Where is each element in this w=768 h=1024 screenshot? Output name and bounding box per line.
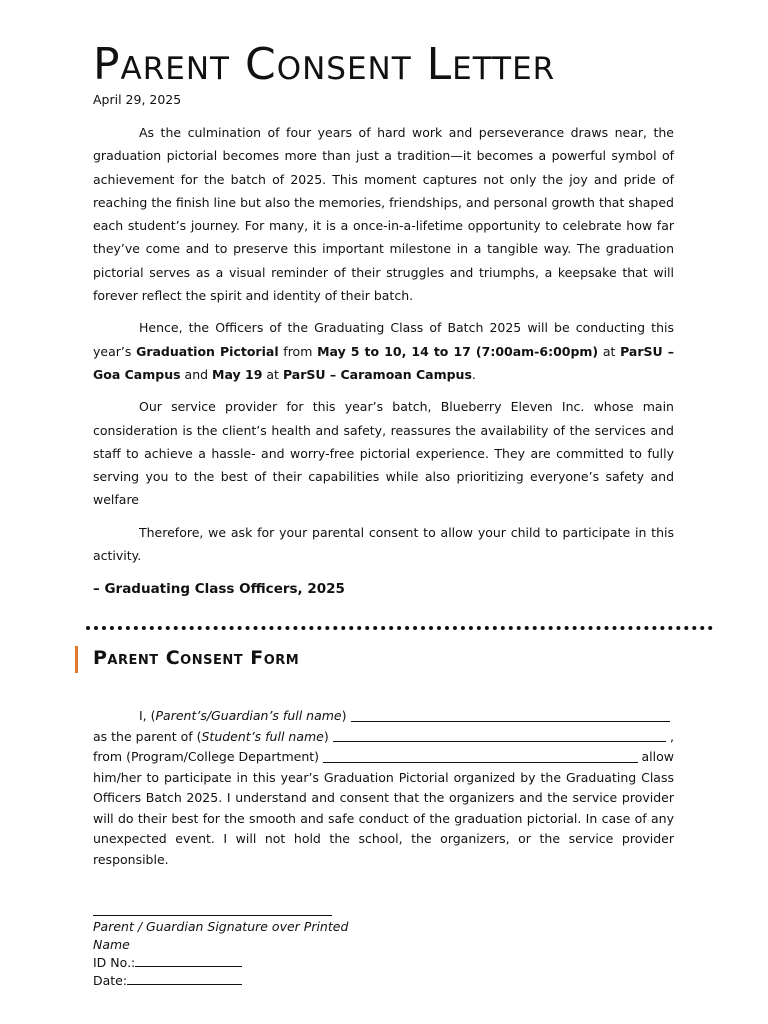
id-blank[interactable] [135,954,242,967]
parent-name-hint: Parent’s/Guardian’s full name [155,708,342,723]
form-line-department [93,747,674,768]
p2-campus-goa: ParSU – Goa Campus [93,343,674,382]
section-accent-bar [75,646,78,673]
signature-blank[interactable] [93,902,332,916]
date-blank[interactable] [127,972,242,985]
signature-caption-text: Parent / Guardian Signature over Printed Name [93,919,349,952]
form-text: ) [323,728,329,744]
consent-form-body [93,706,674,870]
page-title: Parent Consent Letter [93,39,556,90]
department-blank[interactable] [323,747,637,763]
form-line-text [139,706,347,727]
id-label: ID No.: [93,955,136,970]
p2-text: Hence, the Officers of the Graduating Class of Batch 2025 will be conducting this year’s [93,320,674,359]
id-row [93,954,353,972]
p2-text: at [262,366,283,382]
p2-text: and [180,366,213,382]
form-line-parent-name [93,706,674,727]
p2-text: . [471,366,476,382]
letter-paragraph-3: Our service provider for this year’s batch, Blueberry Eleven Inc. whose main consideration is the client’s health and safety, reassures the availability of the services and staff to achieve a hassle- and worry-free pictorial experience. They are committed to fully serving you to the best of their capabilities while also prioritizing everyone’s safety and welfare [93,399,674,508]
form-text: , [670,728,674,744]
date-label: Date: [93,973,128,988]
p2-date-may19: May 19 [212,366,263,382]
form-text: I, ( [139,708,156,723]
form-text: allow [641,749,674,764]
signature-block [93,902,353,990]
p2-campus-caramoan: ParSU – Caramoan Campus [282,366,472,382]
letter-paragraph-2 [93,316,674,386]
form-title: Parent Consent Form [93,647,300,669]
student-name-blank[interactable] [333,727,666,743]
form-text: from (Program/College Department) [93,749,320,764]
cut-line-divider [86,626,713,630]
date-row [93,972,353,990]
p2-text: from [278,343,318,359]
form-text: as the parent of ( [93,728,202,744]
letter-body [93,121,674,576]
letter-signoff: – Graduating Class Officers, 2025 [93,581,345,597]
letter-paragraph-1: As the culmination of four years of hard work and perseverance draws near, the graduation pictorial becomes more than just a tradition—it becomes a powerful symbol of achievement for the batch of 2025. This moment captures not only the joy and pride of reaching the finish line but also the memories, friendships, and personal growth that shaped each student’s journey. For many, it is a once-in-a-lifetime opportunity to celebrate how far they’ve come and to preserve this important milestone in a tangible way. The graduation pictorial serves as a visual reminder of their struggles and triumphs, a keepsake that will forever reflect the spirit and identity of their batch. [93,125,674,304]
p2-text: at [598,343,621,359]
letter-date: April 29, 2025 [93,92,182,107]
form-line-text [93,727,329,748]
p2-event: Graduation Pictorial [136,343,279,359]
letter-paragraph-4: Therefore, we ask for your parental consent to allow your child to participate in this activity. [93,524,674,564]
form-consent-text: him/her to participate in this year’s Graduation Pictorial organized by the Graduating Class Officers Batch 2025. I understand and consent that the organizers and the service provider will do their best for the smooth and safe conduct of the graduation pictorial. In case of any unexpected event. I will not hold the school, the organizers, or the service provider responsible. [93,769,674,867]
form-line-student-name [93,727,674,748]
p2-dates: May 5 to 10, 14 to 17 (7:00am-6:00pm) [317,343,599,359]
signature-caption [93,918,353,954]
student-name-hint: Student’s full name [201,728,324,744]
form-text: ) [341,708,347,723]
parent-name-blank[interactable] [351,706,670,722]
